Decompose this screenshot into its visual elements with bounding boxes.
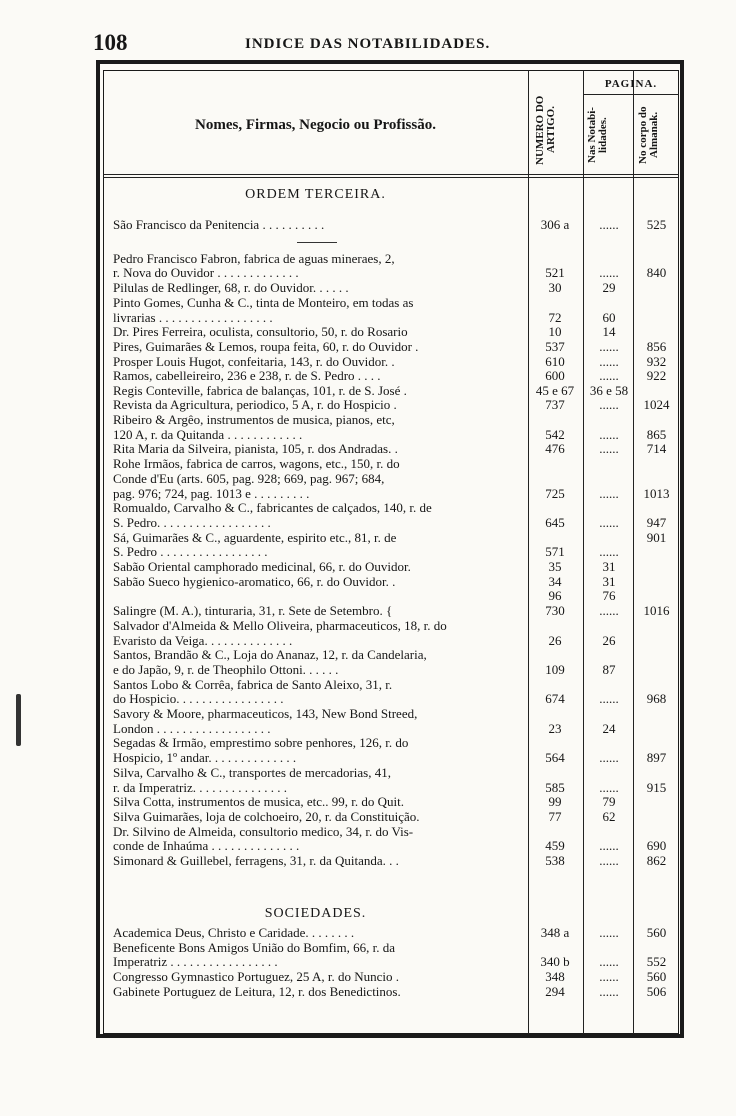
header-pagina-rule [583, 94, 679, 95]
entry-text: r. Nova do Ouvidor . . . . . . . . . . . . . [113, 266, 299, 280]
article-number: 730 [545, 603, 565, 618]
table-row [103, 751, 679, 765]
table-row [103, 589, 679, 603]
article-number: 45 e 67 [535, 383, 575, 398]
page-almanak: 922 [646, 368, 667, 383]
page-almanak: 947 [646, 515, 667, 530]
entry-text: S. Pedro . . . . . . . . . . . . . . . . . [113, 545, 268, 559]
article-number: 306 a [540, 217, 570, 232]
entry-text: Silva Cotta, instrumentos de musica, etc.. 99, r. do Quit. [113, 795, 405, 809]
article-number: 585 [545, 780, 565, 795]
entry-text: Prosper Louis Hugot, confeitaria, 143, r. do Ouvidor. . [113, 355, 395, 369]
table-row [103, 810, 679, 824]
table-row [103, 678, 679, 692]
entry-text: do Hospicio. . . . . . . . . . . . . . . . . [113, 692, 284, 706]
entry-text: Silva, Carvalho & C., transportes de mercadorias, 41, [113, 766, 391, 780]
page-notabilidades: ...... [599, 853, 619, 868]
table-row [103, 487, 679, 501]
page-almanak: 714 [646, 441, 667, 456]
entry-text: Dr. Silvino de Almeida, consultorio medico, 34, r. do Vis- [113, 825, 414, 839]
article-number: 571 [545, 544, 565, 559]
page-almanak: 968 [646, 691, 667, 706]
page-almanak: 1016 [643, 603, 670, 618]
header-pagina: PAGINA. [604, 78, 658, 90]
article-number: 600 [545, 368, 565, 383]
page-almanak: 862 [646, 853, 667, 868]
header-corpo-column: No corpo do Almanak. [637, 106, 660, 164]
article-number: 96 [548, 588, 562, 603]
article-number: 645 [545, 515, 565, 530]
page-almanak: 932 [646, 354, 667, 369]
page-notabilidades: ...... [599, 969, 619, 984]
table-row [103, 795, 679, 809]
table-row [103, 722, 679, 736]
article-number: 30 [548, 280, 562, 295]
page-notabilidades: 76 [602, 588, 616, 603]
entry-text: Salvador d'Almeida & Mello Oliveira, pharmaceuticos, 18, r. do [113, 619, 447, 633]
page-notabilidades: ...... [599, 441, 619, 456]
page-notabilidades: ...... [599, 603, 619, 618]
entry-text: pag. 976; 724, pag. 1013 e . . . . . . . . . [113, 487, 310, 501]
entry-text: Sabão Sueco hygienico-aromatico, 66, r. do Ouvidor. . [113, 575, 396, 589]
page-notabilidades: ...... [599, 217, 619, 232]
entry-text: Congresso Gymnastico Portuguez, 25 A, r. do Nuncio . [113, 970, 399, 984]
entry-text: Pilulas de Redlinger, 68, r. do Ouvidor. . . . . . [113, 281, 349, 295]
table-row [103, 955, 679, 969]
entry-text: London . . . . . . . . . . . . . . . . . . [113, 722, 271, 736]
header-numero-column: NUMERO DO ARTIGO. [534, 95, 557, 165]
table-row [103, 545, 679, 559]
page-notabilidades: ...... [599, 544, 619, 559]
entry-text: Pinto Gomes, Cunha & C., tinta de Monteiro, em todas as [113, 296, 414, 310]
table-row [103, 926, 679, 940]
article-number: 294 [545, 984, 565, 999]
entry-text: Academica Deus, Christo e Caridade. . . . . . . . [113, 926, 355, 940]
table-row [103, 413, 679, 427]
page-almanak: 915 [646, 780, 667, 795]
table-row [103, 252, 679, 266]
table-row [103, 311, 679, 325]
table-row [103, 692, 679, 706]
entry-text: São Francisco da Penitencia . . . . . . . . . . [113, 218, 325, 232]
entry-text: Segadas & Irmão, emprestimo sobre penhores, 126, r. do [113, 736, 409, 750]
page-notabilidades: 87 [602, 662, 616, 677]
table-row [103, 281, 679, 295]
article-number: 348 [545, 969, 565, 984]
article-number: 725 [545, 486, 565, 501]
entry-text: Romualdo, Carvalho & C., fabricantes de calçados, 140, r. de [113, 501, 432, 515]
page-notabilidades: 14 [602, 324, 616, 339]
running-head: INDICE DAS NOTABILIDADES. [245, 36, 491, 52]
entry-text: Savory & Moore, pharmaceuticos, 143, New Bond Streed, [113, 707, 418, 721]
header-notabilidades-column: Nas Notabi-lidades. [586, 107, 609, 163]
page-notabilidades: ...... [599, 984, 619, 999]
article-number: 77 [548, 809, 562, 824]
page-almanak: 1013 [643, 486, 670, 501]
page-notabilidades: ...... [599, 780, 619, 795]
entry-text: Hospicio, 1º andar. . . . . . . . . . . . . . [113, 751, 297, 765]
entry-text: e do Japão, 9, r. de Theophilo Ottoni. . . . . . [113, 663, 339, 677]
article-number: 26 [548, 633, 562, 648]
entry-text: conde de Inhaúma . . . . . . . . . . . . . . [113, 839, 300, 853]
page-notabilidades: 62 [602, 809, 616, 824]
article-number: 542 [545, 427, 565, 442]
page-almanak: 506 [646, 984, 667, 999]
table-row [103, 839, 679, 853]
table-row [103, 472, 679, 486]
table-row [103, 369, 679, 383]
page-notabilidades: ...... [599, 954, 619, 969]
entry-text: livrarias . . . . . . . . . . . . . . . . . . [113, 311, 273, 325]
entry-text: Dr. Pires Ferreira, oculista, consultorio, 50, r. do Rosario [113, 325, 408, 339]
table-row [103, 575, 679, 589]
article-number: 35 [548, 559, 562, 574]
page-notabilidades: ...... [599, 354, 619, 369]
table-row [103, 648, 679, 662]
divider [297, 242, 337, 243]
page-number: 108 [93, 30, 128, 55]
page-notabilidades: 79 [602, 794, 616, 809]
page-almanak: 525 [646, 217, 667, 232]
page-notabilidades: ...... [599, 925, 619, 940]
page-notabilidades: ...... [599, 691, 619, 706]
entry-text: Santos Lobo & Corrêa, fabrica de Santo Aleixo, 31, r. [113, 678, 393, 692]
entry-text: S. Pedro. . . . . . . . . . . . . . . . . . [113, 516, 271, 530]
page-almanak: 552 [646, 954, 667, 969]
page-almanak: 856 [646, 339, 667, 354]
page-notabilidades: 60 [602, 310, 616, 325]
header-rule [103, 177, 679, 178]
table-row [103, 766, 679, 780]
table-row [103, 970, 679, 984]
table-row [103, 428, 679, 442]
page-almanak: 560 [646, 925, 667, 940]
table-row [103, 384, 679, 398]
page-notabilidades: 26 [602, 633, 616, 648]
article-number: 72 [548, 310, 562, 325]
article-number: 109 [545, 662, 565, 677]
article-number: 10 [548, 324, 562, 339]
page-notabilidades: 31 [602, 574, 616, 589]
page-notabilidades: ...... [599, 397, 619, 412]
entry-text: Regis Conteville, fabrica de balanças, 101, r. de S. José . [113, 384, 407, 398]
entry-text: Ramos, cabelleireiro, 236 e 238, r. de S. Pedro . . . . [113, 369, 381, 383]
article-number: 459 [545, 838, 565, 853]
table-row [103, 854, 679, 868]
page-notabilidades: ...... [599, 427, 619, 442]
entry-text: r. da Imperatriz. . . . . . . . . . . . . . . [113, 781, 288, 795]
page-almanak: 865 [646, 427, 667, 442]
article-number: 564 [545, 750, 565, 765]
table-row [103, 398, 679, 412]
page-almanak: 901 [646, 530, 667, 545]
entry-text: Silva Guimarães, loja de colchoeiro, 20, r. da Constituição. [113, 810, 420, 824]
entry-text: Conde d'Eu (arts. 605, pag. 928; 669, pag. 967; 684, [113, 472, 385, 486]
article-number: 537 [545, 339, 565, 354]
table-row [103, 442, 679, 456]
page-notabilidades: 36 e 58 [589, 383, 629, 398]
table-row [103, 707, 679, 721]
page-almanak: 690 [646, 838, 667, 853]
entry-text: Revista da Agricultura, periodico, 5 A, r. do Hospicio . [113, 398, 397, 412]
page-notabilidades: 29 [602, 280, 616, 295]
table-row [103, 266, 679, 280]
page-notabilidades: 24 [602, 721, 616, 736]
entry-text: Sabão Oriental camphorado medicinal, 66, r. do Ouvidor. [113, 560, 411, 574]
page-notabilidades: 31 [602, 559, 616, 574]
entry-text: Imperatriz . . . . . . . . . . . . . . . . . [113, 955, 278, 969]
page-notabilidades: ...... [599, 515, 619, 530]
page-almanak: 897 [646, 750, 667, 765]
table-row [103, 218, 679, 232]
article-number: 476 [545, 441, 565, 456]
article-number: 99 [548, 794, 562, 809]
entry-text: Santos, Brandão & C., Loja do Ananaz, 12, r. da Candelaria, [113, 648, 427, 662]
table-row [103, 355, 679, 369]
table-row [103, 825, 679, 839]
entry-text: Ribeiro & Argêo, instrumentos de musica, pianos, etc, [113, 413, 395, 427]
margin-mark [16, 694, 21, 746]
section-heading: ORDEM TERCEIRA. [245, 187, 386, 202]
page-almanak: 1024 [643, 397, 670, 412]
article-number: 340 b [540, 954, 570, 969]
section-heading: SOCIEDADES. [264, 906, 367, 921]
entry-text: Gabinete Portuguez de Leitura, 12, r. dos Benedictinos. [113, 985, 401, 999]
table-row [103, 560, 679, 574]
table-row [103, 531, 679, 545]
page-notabilidades: ...... [599, 750, 619, 765]
table-row [103, 941, 679, 955]
article-number: 23 [548, 721, 562, 736]
table-row [103, 985, 679, 999]
page-notabilidades: ...... [599, 265, 619, 280]
entry-text: Pires, Guimarães & Lemos, roupa feita, 60, r. do Ouvidor . [113, 340, 419, 354]
article-number: 538 [545, 853, 565, 868]
page-notabilidades: ...... [599, 486, 619, 501]
table-row [103, 501, 679, 515]
table-row [103, 619, 679, 633]
entry-text: Sá, Guimarães & C., aguardente, espirito etc., 81, r. de [113, 531, 397, 545]
table-row [103, 325, 679, 339]
table-row [103, 296, 679, 310]
table-row [103, 781, 679, 795]
entry-text: Evaristo da Veiga. . . . . . . . . . . . . . [113, 634, 293, 648]
article-number: 674 [545, 691, 565, 706]
article-number: 610 [545, 354, 565, 369]
entry-text: Rita Maria da Silveira, pianista, 105, r. dos Andradas. . [113, 442, 398, 456]
entry-text: Rohe Irmãos, fabrica de carros, wagons, etc., 150, r. do [113, 457, 400, 471]
page-notabilidades: ...... [599, 368, 619, 383]
article-number: 737 [545, 397, 565, 412]
table-row [103, 457, 679, 471]
article-number: 521 [545, 265, 565, 280]
header-names-column: Nomes, Firmas, Negocio ou Profissão. [195, 117, 436, 133]
table-row [103, 663, 679, 677]
table-row [103, 634, 679, 648]
article-number: 348 a [540, 925, 570, 940]
table-row [103, 604, 679, 618]
entry-text: Salingre (M. A.), tinturaria, 31, r. Sete de Setembro. { [113, 604, 393, 618]
table-row [103, 516, 679, 530]
entry-text: Pedro Francisco Fabron, fabrica de aguas mineraes, 2, [113, 252, 395, 266]
page-almanak: 560 [646, 969, 667, 984]
entry-text: Beneficente Bons Amigos União do Bomfim, 66, r. da [113, 941, 395, 955]
entry-text: Simonard & Guillebel, ferragens, 31, r. da Quitanda. . . [113, 854, 399, 868]
header-rule [103, 174, 679, 175]
entry-text: 120 A, r. da Quitanda . . . . . . . . . . . . [113, 428, 303, 442]
table-row [103, 736, 679, 750]
page-notabilidades: ...... [599, 838, 619, 853]
page-almanak: 840 [646, 265, 667, 280]
article-number: 34 [548, 574, 562, 589]
table-row [103, 340, 679, 354]
page-notabilidades: ...... [599, 339, 619, 354]
